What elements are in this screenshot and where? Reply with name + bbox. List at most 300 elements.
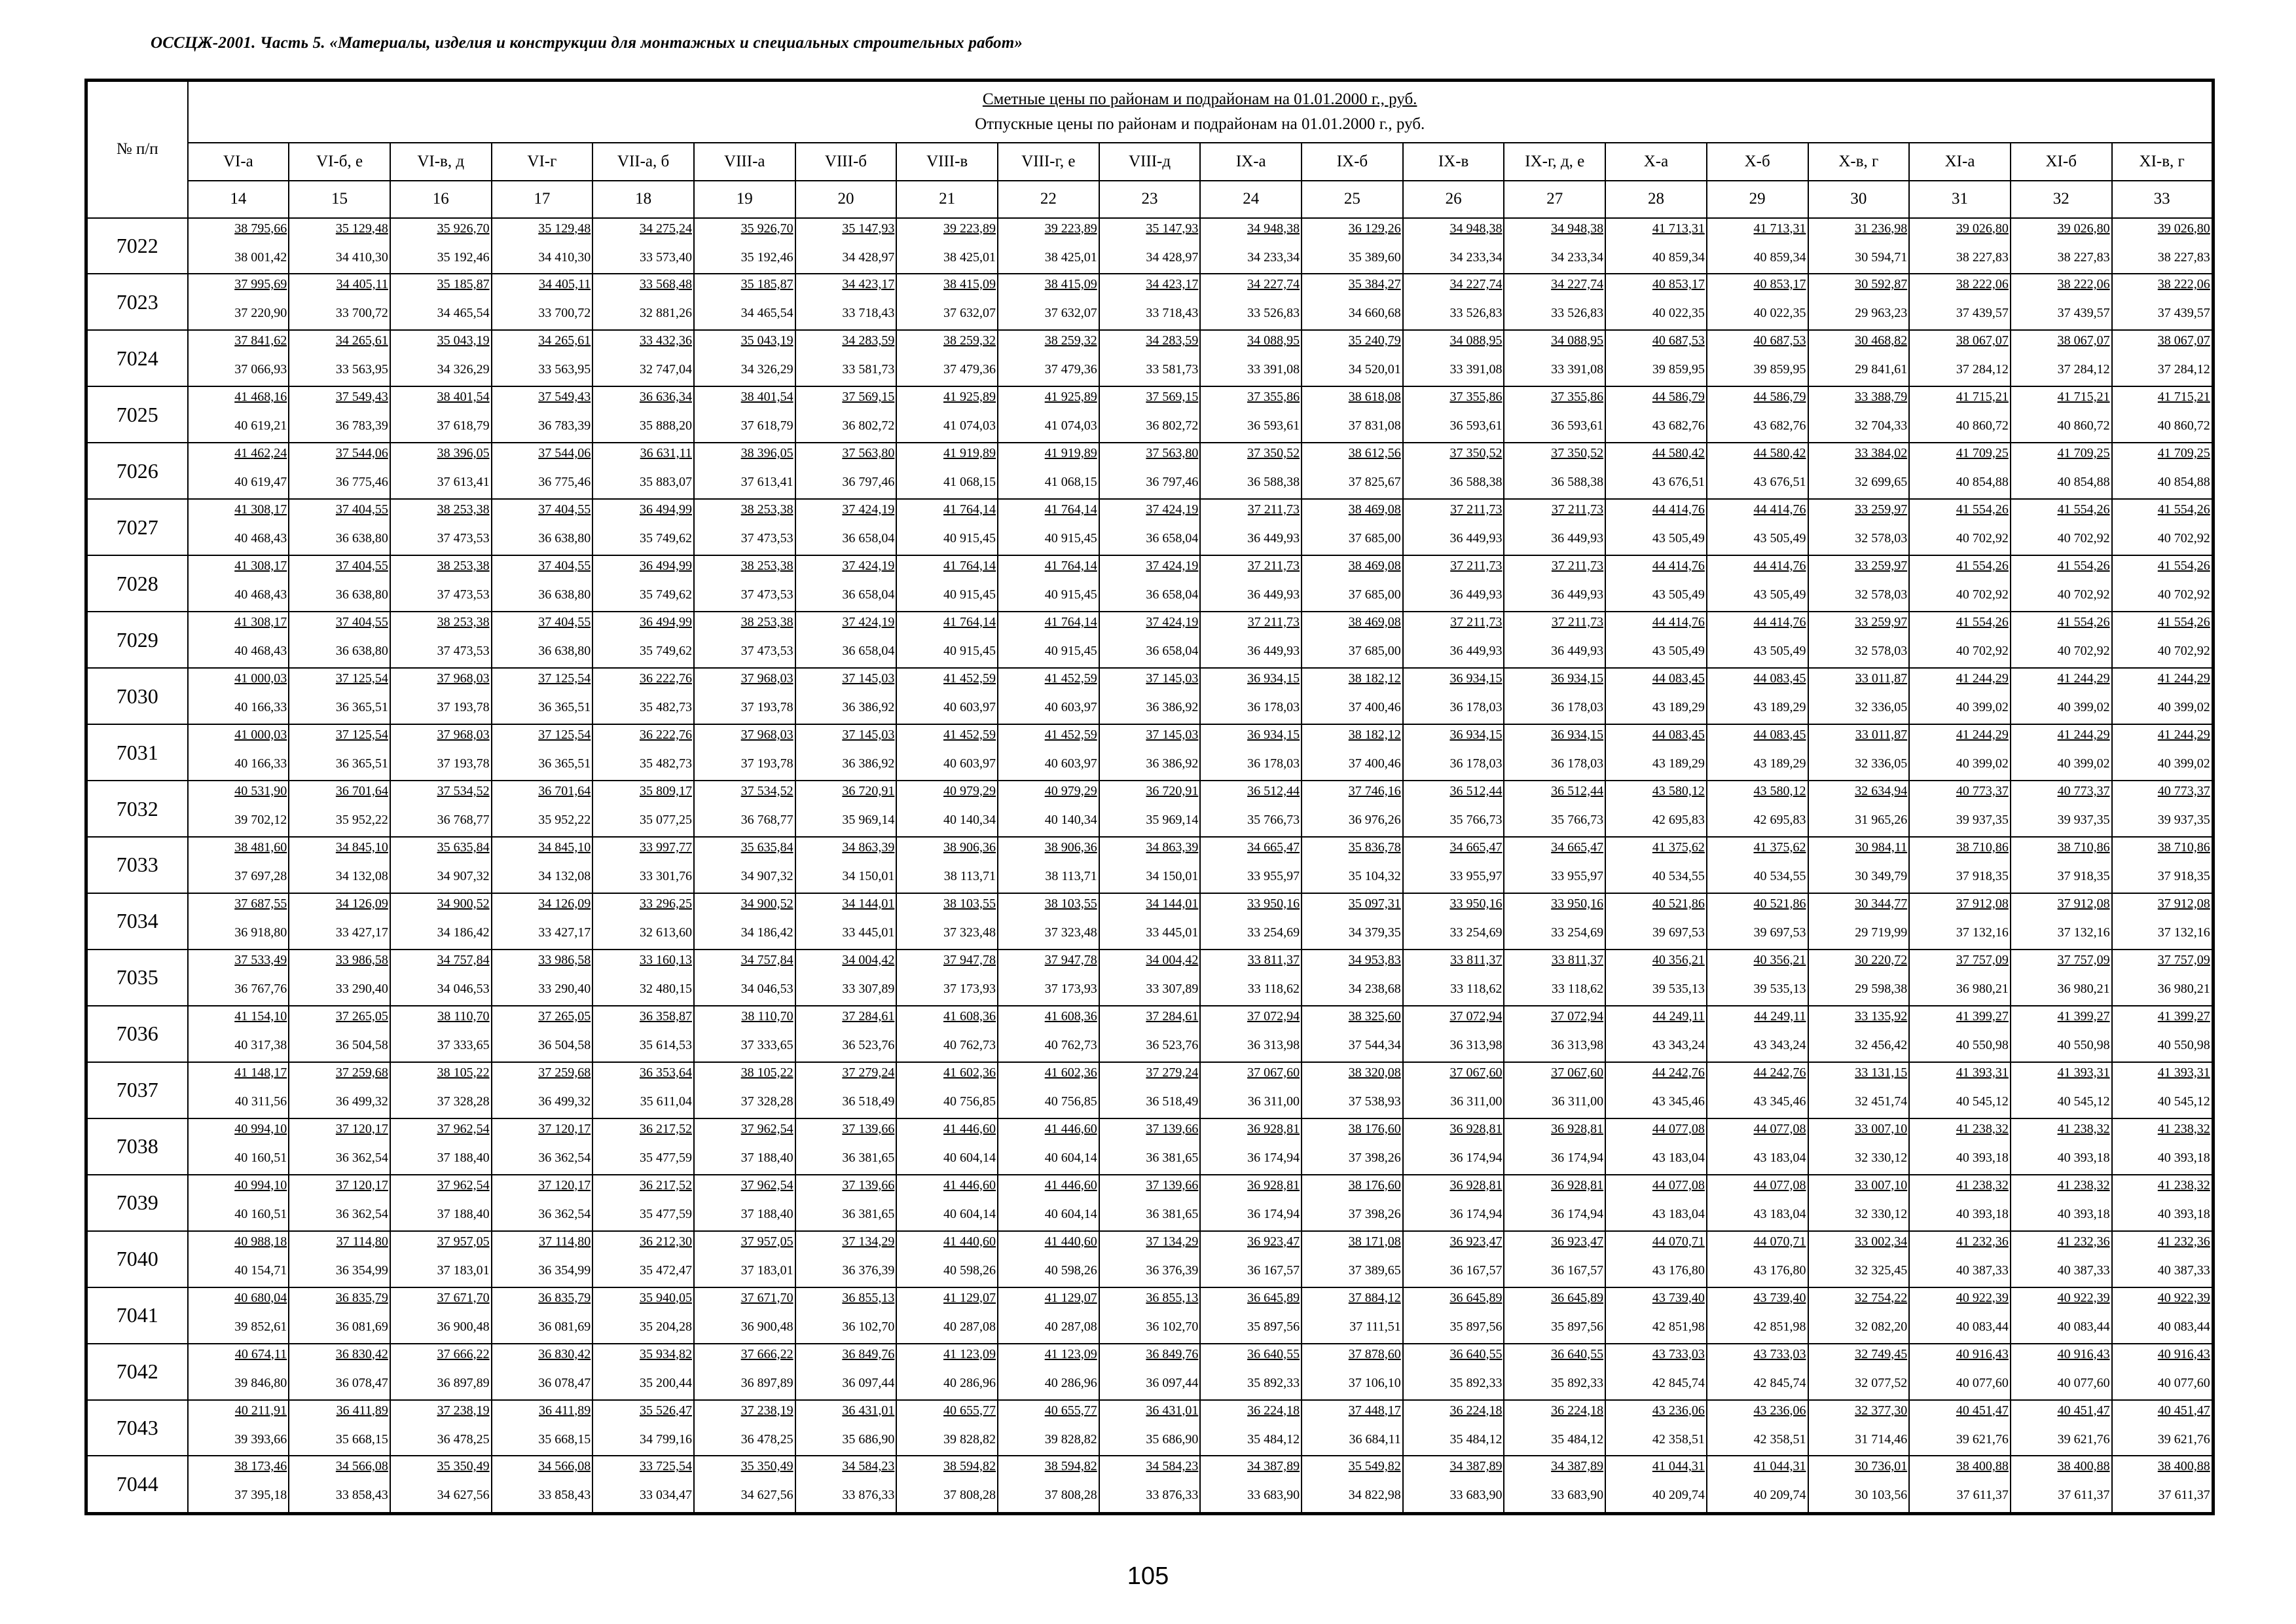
price-cell	[795, 1400, 897, 1456]
price-cell	[289, 1400, 390, 1456]
price-cell	[1403, 386, 1504, 443]
price-cell	[1605, 1456, 1707, 1513]
price-cell	[1909, 1006, 2011, 1062]
release-price: 34 046,53	[740, 981, 793, 996]
table-row	[86, 1175, 2214, 1231]
price-cell	[1909, 893, 2011, 950]
estimate-price: 41 123,09	[943, 1346, 996, 1361]
estimate-price: 35 129,48	[335, 221, 388, 236]
estimate-price: 36 928,81	[1551, 1177, 1604, 1192]
release-price: 37 333,65	[437, 1037, 490, 1052]
estimate-price: 33 384,02	[1855, 446, 1908, 461]
estimate-price: 36 512,44	[1449, 784, 1503, 799]
price-cell	[1200, 555, 1302, 612]
release-price: 36 900,48	[740, 1319, 793, 1334]
estimate-price: 34 144,01	[1146, 896, 1199, 911]
price-cell	[998, 386, 1099, 443]
release-price: 40 603,97	[1044, 756, 1097, 771]
estimate-price: 37 139,66	[842, 1121, 895, 1136]
release-price: 34 233,34	[1247, 249, 1300, 265]
price-cell	[694, 1062, 795, 1118]
price-cell	[1504, 1344, 1605, 1400]
release-price: 38 425,01	[943, 249, 996, 265]
price-cell	[1504, 668, 1605, 724]
release-price: 40 756,85	[943, 1094, 996, 1109]
estimate-price: 41 764,14	[943, 502, 996, 517]
release-price: 37 439,57	[1956, 306, 2009, 321]
price-cell	[492, 330, 593, 386]
release-price: 34 150,01	[1146, 868, 1199, 883]
release-price: 40 468,43	[234, 531, 287, 546]
price-cell	[1605, 668, 1707, 724]
estimate-price: 38 176,60	[1348, 1177, 1401, 1192]
release-price: 36 499,32	[538, 1094, 591, 1109]
table-row	[86, 781, 2214, 837]
estimate-price: 35 635,84	[740, 840, 793, 855]
estimate-price: 44 242,76	[1652, 1065, 1705, 1080]
price-cell	[592, 1344, 694, 1400]
price-cell	[1302, 218, 1403, 274]
price-cell	[1099, 443, 1201, 499]
price-cell	[289, 1175, 390, 1231]
document-header: ОССЦЖ-2001. Часть 5. «Материалы, изделия и конструкции для монтажных и специальных строительных работ»	[151, 34, 1023, 52]
estimate-price: 41 232,36	[2157, 1234, 2210, 1249]
estimate-price: 38 481,60	[234, 840, 287, 855]
price-cell	[2112, 950, 2214, 1006]
estimate-price: 43 739,40	[1753, 1290, 1806, 1305]
release-price: 37 389,65	[1348, 1263, 1401, 1278]
column-number: 14	[188, 181, 289, 218]
price-cell	[592, 1006, 694, 1062]
price-cell	[2112, 499, 2214, 555]
release-price: 40 209,74	[1652, 1488, 1705, 1503]
estimate-price: 44 580,42	[1753, 446, 1806, 461]
estimate-price: 37 995,69	[234, 277, 287, 292]
price-cell	[2112, 837, 2214, 893]
estimate-price: 41 764,14	[1044, 559, 1097, 574]
estimate-price: 38 259,32	[1044, 333, 1097, 348]
estimate-price: 40 521,86	[1652, 896, 1705, 911]
estimate-price: 37 355,86	[1449, 390, 1503, 405]
estimate-price: 41 244,29	[2057, 728, 2110, 743]
release-price: 32 578,03	[1855, 531, 1908, 546]
region-header: IX-б	[1302, 143, 1403, 181]
release-price: 33 118,62	[1247, 981, 1300, 996]
release-price: 34 465,54	[437, 306, 490, 321]
estimate-price: 37 424,19	[1146, 559, 1199, 574]
estimate-price: 41 440,60	[943, 1234, 996, 1249]
estimate-price: 37 563,80	[1146, 446, 1199, 461]
release-price: 36 178,03	[1449, 756, 1503, 771]
release-price: 36 313,98	[1449, 1037, 1503, 1052]
price-cell	[1808, 1287, 1910, 1344]
price-cell	[592, 668, 694, 724]
release-price: 34 907,32	[437, 868, 490, 883]
estimate-price: 41 709,25	[1956, 446, 2009, 461]
release-price: 29 963,23	[1855, 306, 1908, 321]
release-price: 36 078,47	[538, 1375, 591, 1390]
estimate-price: 43 580,12	[1753, 784, 1806, 799]
release-price: 33 955,97	[1551, 868, 1604, 883]
row-id: 7029	[86, 612, 188, 668]
region-header: VI-г	[492, 143, 593, 181]
release-price: 40 860,72	[2157, 418, 2210, 434]
price-cell	[188, 837, 289, 893]
price-cell	[1302, 668, 1403, 724]
release-price: 33 573,40	[639, 249, 692, 265]
estimate-price: 41 713,31	[1652, 221, 1705, 236]
release-price: 37 918,35	[2057, 868, 2110, 883]
release-price: 36 897,89	[437, 1375, 490, 1390]
estimate-price: 41 308,17	[234, 502, 287, 517]
estimate-price: 38 710,86	[1956, 840, 2009, 855]
page-number: 105	[1127, 1562, 1169, 1590]
estimate-price: 37 878,60	[1348, 1346, 1401, 1361]
price-cell	[1707, 1175, 1808, 1231]
estimate-price: 35 097,31	[1348, 896, 1401, 911]
release-price: 33 445,01	[1146, 925, 1199, 940]
price-cell	[2112, 781, 2214, 837]
estimate-price: 37 211,73	[1551, 615, 1604, 630]
table-row	[86, 1062, 2214, 1118]
price-cell	[1200, 274, 1302, 330]
estimate-price: 33 811,37	[1247, 952, 1300, 967]
price-cell	[694, 499, 795, 555]
release-price: 43 345,46	[1652, 1094, 1705, 1109]
estimate-price: 38 110,70	[741, 1008, 793, 1024]
price-cell	[1302, 781, 1403, 837]
estimate-price: 44 414,76	[1753, 615, 1806, 630]
price-cell	[795, 443, 897, 499]
release-price: 36 362,54	[538, 1150, 591, 1165]
estimate-price: 34 584,23	[1146, 1459, 1199, 1474]
release-price: 38 227,83	[2057, 249, 2110, 265]
estimate-price: 37 145,03	[1146, 671, 1199, 686]
estimate-price: 41 446,60	[943, 1121, 996, 1136]
estimate-price: 38 400,88	[2157, 1459, 2210, 1474]
estimate-price: 34 283,59	[1146, 333, 1199, 348]
price-cell	[2011, 1006, 2112, 1062]
price-cell	[592, 330, 694, 386]
estimate-price: 37 355,86	[1247, 390, 1300, 405]
estimate-price: 41 238,32	[2057, 1177, 2110, 1192]
release-price: 33 445,01	[842, 925, 895, 940]
release-price: 36 449,93	[1449, 531, 1503, 546]
release-price: 40 393,18	[1956, 1206, 2009, 1221]
release-price: 36 518,49	[1146, 1094, 1199, 1109]
estimate-price: 32 377,30	[1855, 1403, 1908, 1418]
release-price: 37 106,10	[1348, 1375, 1401, 1390]
price-cell	[1707, 386, 1808, 443]
estimate-price: 36 494,99	[639, 559, 692, 574]
price-cell	[1302, 950, 1403, 1006]
release-price: 32 747,04	[639, 362, 692, 377]
price-cell	[1707, 1231, 1808, 1287]
estimate-price: 41 244,29	[2157, 671, 2210, 686]
release-price: 36 783,39	[538, 418, 591, 434]
release-price: 36 102,70	[1146, 1319, 1199, 1334]
release-price: 34 428,97	[1146, 249, 1199, 265]
estimate-price: 40 916,43	[2157, 1346, 2210, 1361]
price-cell	[1099, 893, 1201, 950]
estimate-price: 43 236,06	[1652, 1403, 1705, 1418]
estimate-price: 33 259,97	[1855, 559, 1908, 574]
release-price: 33 307,89	[1146, 981, 1199, 996]
estimate-price: 37 139,66	[1146, 1177, 1199, 1192]
release-price: 36 311,00	[1450, 1094, 1503, 1109]
price-cell	[1605, 1400, 1707, 1456]
release-price: 34 428,97	[842, 249, 895, 265]
release-price: 40 286,96	[1044, 1375, 1097, 1390]
price-cell	[1605, 1175, 1707, 1231]
estimate-price: 34 863,39	[842, 840, 895, 855]
release-price: 35 477,59	[639, 1150, 692, 1165]
price-cell	[289, 218, 390, 274]
estimate-price: 41 764,14	[943, 615, 996, 630]
price-cell	[694, 1231, 795, 1287]
estimate-price: 35 526,47	[639, 1403, 692, 1418]
release-price: 33 118,62	[1450, 981, 1503, 996]
release-price: 35 686,90	[1146, 1431, 1199, 1447]
price-cell	[795, 555, 897, 612]
estimate-price: 37 671,70	[740, 1290, 793, 1305]
release-price: 40 154,71	[234, 1263, 287, 1278]
release-price: 34 186,42	[437, 925, 490, 940]
release-price: 35 484,12	[1247, 1431, 1300, 1447]
price-cell	[1504, 1062, 1605, 1118]
price-cell	[592, 1456, 694, 1513]
release-price: 34 822,98	[1348, 1488, 1401, 1503]
release-price: 40 854,88	[2157, 475, 2210, 490]
release-price: 40 287,08	[943, 1319, 996, 1334]
release-price: 33 526,83	[1551, 306, 1604, 321]
price-cell	[1605, 781, 1707, 837]
estimate-price: 36 835,79	[538, 1290, 591, 1305]
estimate-price: 41 129,07	[1044, 1290, 1097, 1305]
estimate-price: 36 217,52	[639, 1121, 692, 1136]
price-cell	[1200, 499, 1302, 555]
release-price: 36 174,94	[1551, 1206, 1604, 1221]
price-cell	[1200, 668, 1302, 724]
release-price: 35 200,44	[639, 1375, 692, 1390]
release-price: 40 022,35	[1753, 306, 1806, 321]
release-price: 43 505,49	[1652, 587, 1705, 602]
estimate-price: 44 083,45	[1652, 728, 1705, 743]
price-cell	[1302, 1062, 1403, 1118]
table-row	[86, 668, 2214, 724]
estimate-price: 37 757,09	[2057, 952, 2110, 967]
release-price: 37 618,79	[437, 418, 490, 434]
estimate-price: 40 922,39	[2157, 1290, 2210, 1305]
release-price: 43 189,29	[1652, 700, 1705, 715]
price-cell	[289, 330, 390, 386]
release-price: 36 313,98	[1247, 1037, 1300, 1052]
estimate-price: 33 811,37	[1551, 952, 1604, 967]
release-price: 37 398,26	[1348, 1150, 1401, 1165]
release-price: 43 505,49	[1753, 531, 1806, 546]
release-price: 38 425,01	[1044, 249, 1097, 265]
release-price: 43 183,04	[1753, 1150, 1806, 1165]
column-number: 29	[1707, 181, 1808, 218]
price-cell	[1707, 1006, 1808, 1062]
price-cell	[1200, 1400, 1302, 1456]
release-price: 34 186,42	[740, 925, 793, 940]
price-cell	[1909, 950, 2011, 1006]
price-cell	[998, 218, 1099, 274]
estimate-price: 38 253,38	[437, 502, 490, 517]
release-price: 37 284,12	[2057, 362, 2110, 377]
row-id: 7036	[86, 1006, 188, 1062]
price-cell	[998, 950, 1099, 1006]
estimate-price: 41 919,89	[943, 446, 996, 461]
release-price: 37 323,48	[943, 925, 996, 940]
price-cell	[1909, 1062, 2011, 1118]
row-id: 7027	[86, 499, 188, 555]
estimate-price: 35 549,82	[1348, 1459, 1401, 1474]
estimate-price: 36 849,76	[842, 1346, 895, 1361]
price-cell	[1808, 781, 1910, 837]
price-cell	[390, 218, 492, 274]
table-row	[86, 443, 2214, 499]
estimate-price: 34 265,61	[335, 333, 388, 348]
price-cell	[2011, 1118, 2112, 1175]
release-price: 39 852,61	[234, 1319, 287, 1334]
estimate-price: 34 387,89	[1551, 1459, 1604, 1474]
price-cell	[188, 1287, 289, 1344]
estimate-price: 37 687,55	[234, 896, 287, 911]
estimate-price: 37 120,17	[335, 1177, 388, 1192]
estimate-price: 34 126,09	[538, 896, 591, 911]
price-cell	[1504, 555, 1605, 612]
row-id: 7033	[86, 837, 188, 893]
release-price: 43 343,24	[1652, 1037, 1705, 1052]
price-cell	[2112, 1400, 2214, 1456]
price-cell	[694, 893, 795, 950]
estimate-price: 41 468,16	[234, 390, 287, 405]
release-price: 37 632,07	[943, 306, 996, 321]
estimate-price: 37 884,12	[1348, 1290, 1401, 1305]
release-price: 35 611,04	[640, 1094, 692, 1109]
estimate-price: 41 554,26	[1956, 615, 2009, 630]
price-cell	[289, 274, 390, 330]
release-price: 35 969,14	[842, 813, 895, 828]
price-cell	[694, 218, 795, 274]
price-cell	[1200, 1231, 1302, 1287]
release-price: 38 001,42	[234, 249, 287, 265]
release-price: 40 393,18	[2157, 1150, 2210, 1165]
price-cell	[592, 1287, 694, 1344]
release-price: 40 604,14	[943, 1206, 996, 1221]
region-header: IX-в	[1403, 143, 1504, 181]
price-cell	[492, 1456, 593, 1513]
release-price: 32 613,60	[639, 925, 692, 940]
estimate-price: 37 211,73	[1551, 559, 1604, 574]
release-price: 37 188,40	[740, 1206, 793, 1221]
price-cell	[795, 1175, 897, 1231]
estimate-price: 38 612,56	[1348, 446, 1401, 461]
release-price: 40 287,08	[1044, 1319, 1097, 1334]
estimate-price: 36 928,81	[1551, 1121, 1604, 1136]
price-cell	[592, 443, 694, 499]
estimate-price: 38 469,08	[1348, 615, 1401, 630]
price-cell	[390, 274, 492, 330]
row-id: 7034	[86, 893, 188, 950]
price-cell	[1808, 499, 1910, 555]
estimate-price: 38 906,36	[1044, 840, 1097, 855]
release-price: 36 381,65	[842, 1206, 895, 1221]
estimate-price: 41 244,29	[1956, 671, 2009, 686]
release-price: 30 103,56	[1855, 1488, 1908, 1503]
release-price: 32 881,26	[639, 306, 692, 321]
price-cell	[1909, 1231, 2011, 1287]
price-cell	[998, 1231, 1099, 1287]
release-price: 40 077,60	[1956, 1375, 2009, 1390]
price-cell	[1302, 555, 1403, 612]
release-price: 36 311,00	[1551, 1094, 1604, 1109]
price-cell	[188, 950, 289, 1006]
release-price: 37 697,28	[234, 868, 287, 883]
price-cell	[1504, 274, 1605, 330]
estimate-price: 44 586,79	[1753, 390, 1806, 405]
estimate-price: 40 922,39	[1956, 1290, 2009, 1305]
price-cell	[1605, 1118, 1707, 1175]
release-price: 33 581,73	[842, 362, 895, 377]
estimate-price: 33 388,79	[1855, 390, 1908, 405]
price-cell	[694, 837, 795, 893]
estimate-price: 41 925,89	[1044, 390, 1097, 405]
price-cell	[1403, 1006, 1504, 1062]
release-price: 39 535,13	[1753, 981, 1806, 996]
price-cell	[2011, 724, 2112, 781]
release-price: 40 702,92	[2157, 531, 2210, 546]
estimate-price: 37 746,16	[1348, 784, 1401, 799]
release-price: 40 854,88	[2057, 475, 2110, 490]
price-cell	[492, 1231, 593, 1287]
price-cell	[390, 837, 492, 893]
price-cell	[896, 612, 998, 668]
price-cell	[592, 612, 694, 668]
estimate-price: 36 512,44	[1247, 784, 1300, 799]
release-price: 40 387,33	[2157, 1263, 2210, 1278]
release-price: 35 484,12	[1551, 1431, 1604, 1447]
price-cell	[795, 781, 897, 837]
price-cell	[896, 274, 998, 330]
estimate-price: 34 948,38	[1551, 221, 1604, 236]
price-cell	[1707, 1118, 1808, 1175]
row-id: 7040	[86, 1231, 188, 1287]
estimate-price: 38 182,12	[1348, 671, 1401, 686]
release-price: 32 578,03	[1855, 587, 1908, 602]
release-price: 40 209,74	[1753, 1488, 1806, 1503]
price-cell	[1909, 612, 2011, 668]
price-cell	[896, 1231, 998, 1287]
release-price: 43 676,51	[1652, 475, 1705, 490]
price-cell	[1200, 1175, 1302, 1231]
release-price: 36 167,57	[1449, 1263, 1503, 1278]
estimate-price: 44 249,11	[1754, 1008, 1806, 1024]
estimate-price: 35 043,19	[740, 333, 793, 348]
estimate-price: 41 044,31	[1753, 1459, 1806, 1474]
release-price: 40 915,45	[943, 587, 996, 602]
estimate-price: 36 934,15	[1551, 671, 1604, 686]
estimate-price: 37 968,03	[740, 728, 793, 743]
release-price: 36 684,11	[1349, 1431, 1401, 1447]
price-cell	[492, 837, 593, 893]
price-cell	[1200, 612, 1302, 668]
estimate-price: 37 563,80	[842, 446, 895, 461]
price-cell	[188, 386, 289, 443]
price-cell	[1808, 950, 1910, 1006]
